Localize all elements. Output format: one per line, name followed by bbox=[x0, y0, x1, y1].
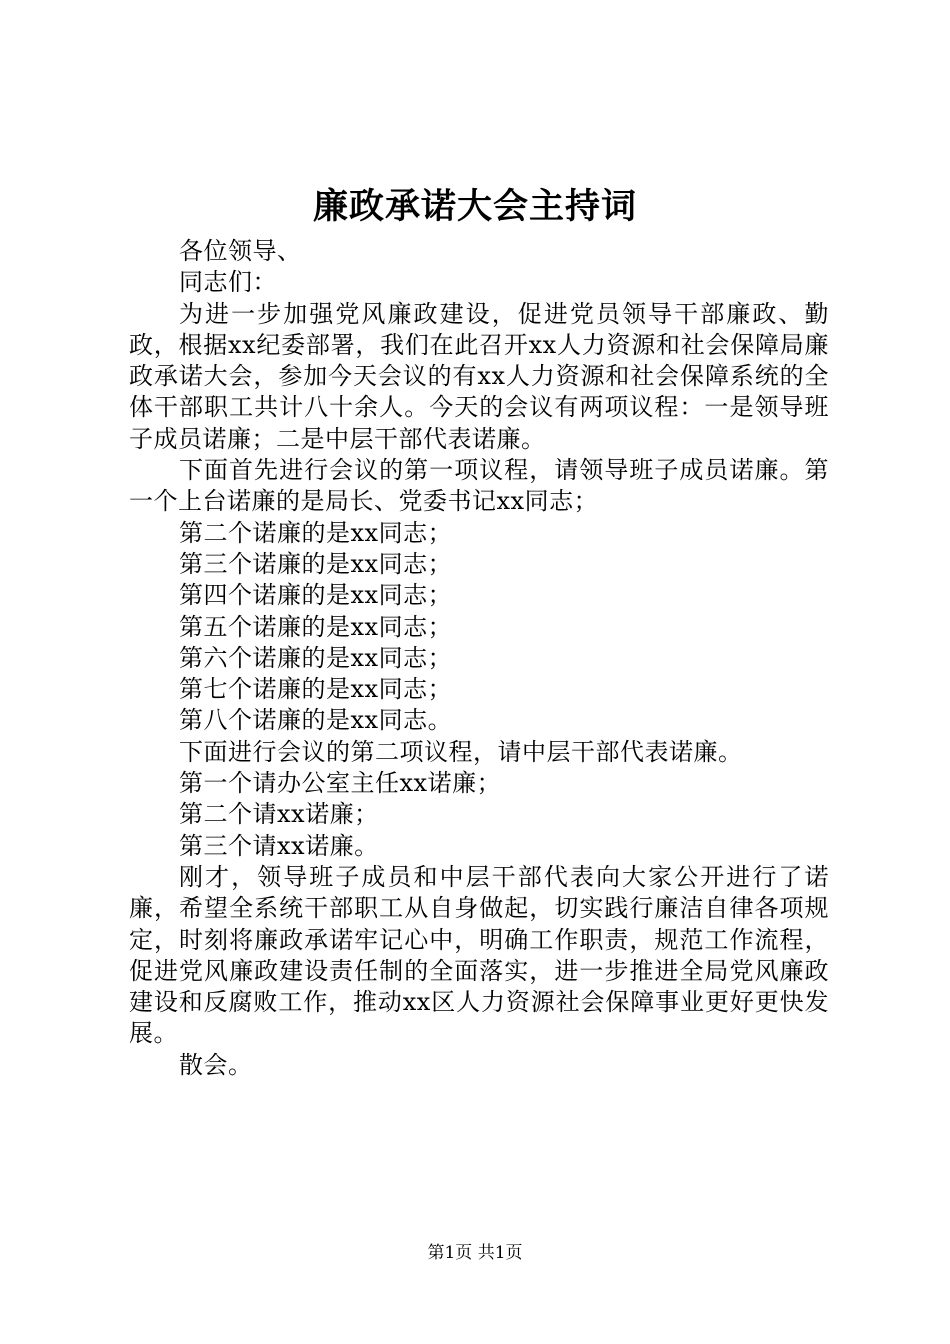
salutation-leaders: 各位领导、 bbox=[179, 237, 302, 265]
document-body bbox=[129, 236, 829, 1081]
paragraph-intro: 为进一步加强党风廉政建设，促进党员领导干部廉政、勤政，根据xx纪委部署，我们在此召开xx人力资源和社会保障局廉政承诺大会，参加今天会议的有xx人力资源和社会保障系统的全体干部职工共计八十余人。今天的会议有两项议程：一是领导班子成员诺廉；二是中层干部代表诺廉。 bbox=[129, 299, 829, 453]
list-item: 第六个诺廉的是xx同志； bbox=[179, 643, 453, 672]
paragraph-adjourn: 散会。 bbox=[179, 1050, 253, 1079]
list-item: 第四个诺廉的是xx同志； bbox=[179, 581, 453, 610]
list-item: 第三个诺廉的是xx同志； bbox=[179, 549, 453, 578]
salutation-comrades: 同志们： bbox=[179, 268, 277, 297]
list-item: 第三个请xx诺廉。 bbox=[179, 831, 379, 860]
list-item: 第二个诺廉的是xx同志； bbox=[179, 518, 453, 547]
page-footer: 第1页 共1页 bbox=[427, 1243, 523, 1263]
paragraph-agenda-two: 下面进行会议的第二项议程，请中层干部代表诺廉。 bbox=[179, 737, 743, 766]
list-item: 第一个请办公室主任xx诺廉； bbox=[179, 769, 502, 798]
list-item: 第七个诺廉的是xx同志； bbox=[179, 675, 453, 704]
list-item: 第八个诺廉的是xx同志。 bbox=[179, 706, 453, 735]
list-item: 第二个请xx诺廉； bbox=[179, 800, 379, 829]
document-title: 廉政承诺大会主持词 bbox=[312, 186, 637, 227]
paragraph-conclusion: 刚才，领导班子成员和中层干部代表向大家公开进行了诺廉，希望全系统干部职工从自身做起，切实践行廉洁自律各项规定，时刻将廉政承诺牢记心中，明确工作职责，规范工作流程，促进党风廉政建设责任制的全面落实，进一步推进全局党风廉政建设和反腐败工作，推动xx区人力资源社会保障事业更好更快发展。 bbox=[129, 862, 829, 1048]
paragraph-agenda-one: 下面首先进行会议的第一项议程，请领导班子成员诺廉。第一个上台诺廉的是局长、党委书记xx同志； bbox=[129, 456, 829, 516]
list-item: 第五个诺廉的是xx同志； bbox=[179, 612, 453, 641]
